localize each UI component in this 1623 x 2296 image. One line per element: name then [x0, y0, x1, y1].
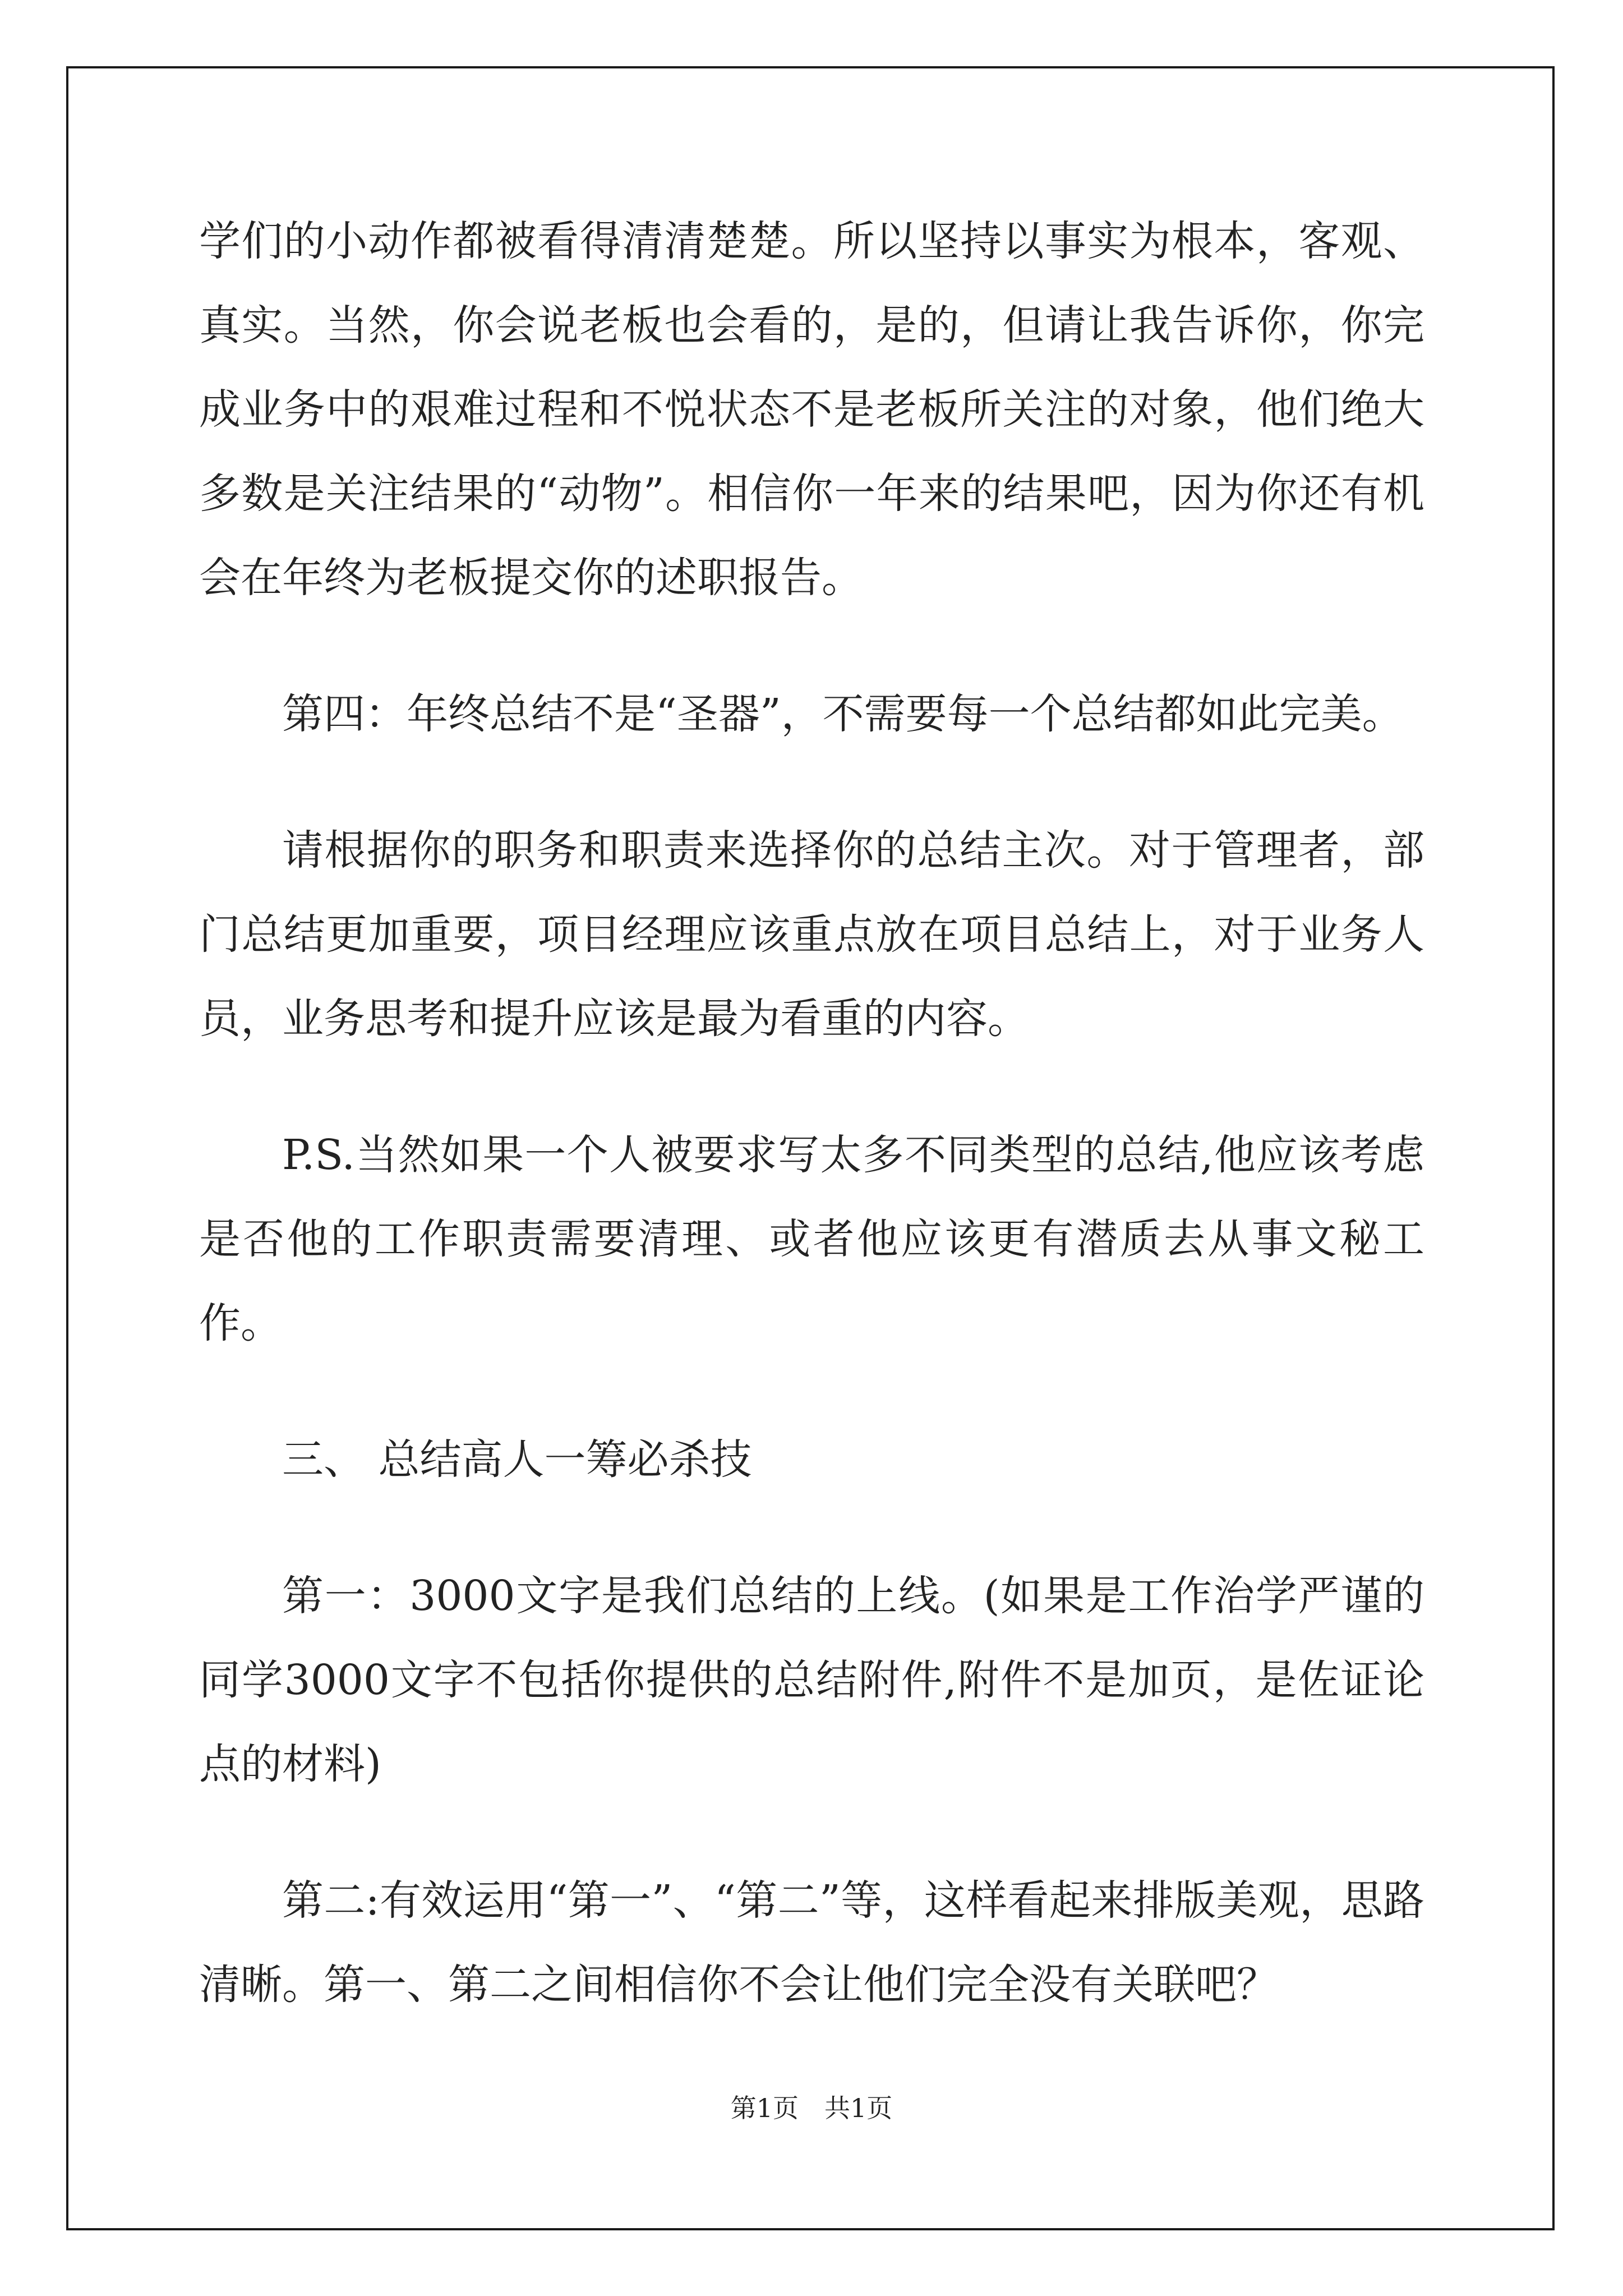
paragraph-4: P.S.当然如果一个人被要求写太多不同类型的总结,他应该考虑是否他的工作职责需要清理、或者他应该更有潜质去从事文秘工作。 — [199, 1131, 1424, 1347]
paragraph-3: 请根据你的职务和职责来选择你的总结主次。对于管理者，部门总结更加重要，项目经理应该重点放在项目总结上，对于业务人员，业务思考和提升应该是最为看重的内容。 — [199, 826, 1424, 1043]
document-body — [199, 199, 1424, 2079]
paragraph-5: 第一：3000文字是我们总结的上线。(如果是工作治学严谨的同学3000文字不包括你提供的总结附件,附件不是加页，是佐证论点的材料) — [199, 1572, 1424, 1788]
paragraph-1: 学们的小动作都被看得清清楚楚。所以坚持以事实为根本，客观、真实。当然，你会说老板也会看的，是的，但请让我告诉你，你完成业务中的艰难过程和不悦状态不是老板所关注的对象，他们绝大多数是关注结果的“动物”。相信你一年来的结果吧，因为你还有机会在年终为老板提交你的述职报告。 — [199, 217, 1424, 602]
paragraph-6: 第二:有效运用“第一”、“第二”等，这样看起来排版美观，思路清晰。第一、第二之间相信你不会让他们完全没有关联吧？ — [199, 1876, 1424, 2009]
page-number-footer: 第1页 共1页 — [730, 2093, 893, 2123]
paragraph-2: 第四：年终总结不是“圣器”，不需要每一个总结都如此完美。 — [282, 690, 1404, 738]
section-heading: 三、 总结高人一筹必杀技 — [282, 1435, 752, 1484]
